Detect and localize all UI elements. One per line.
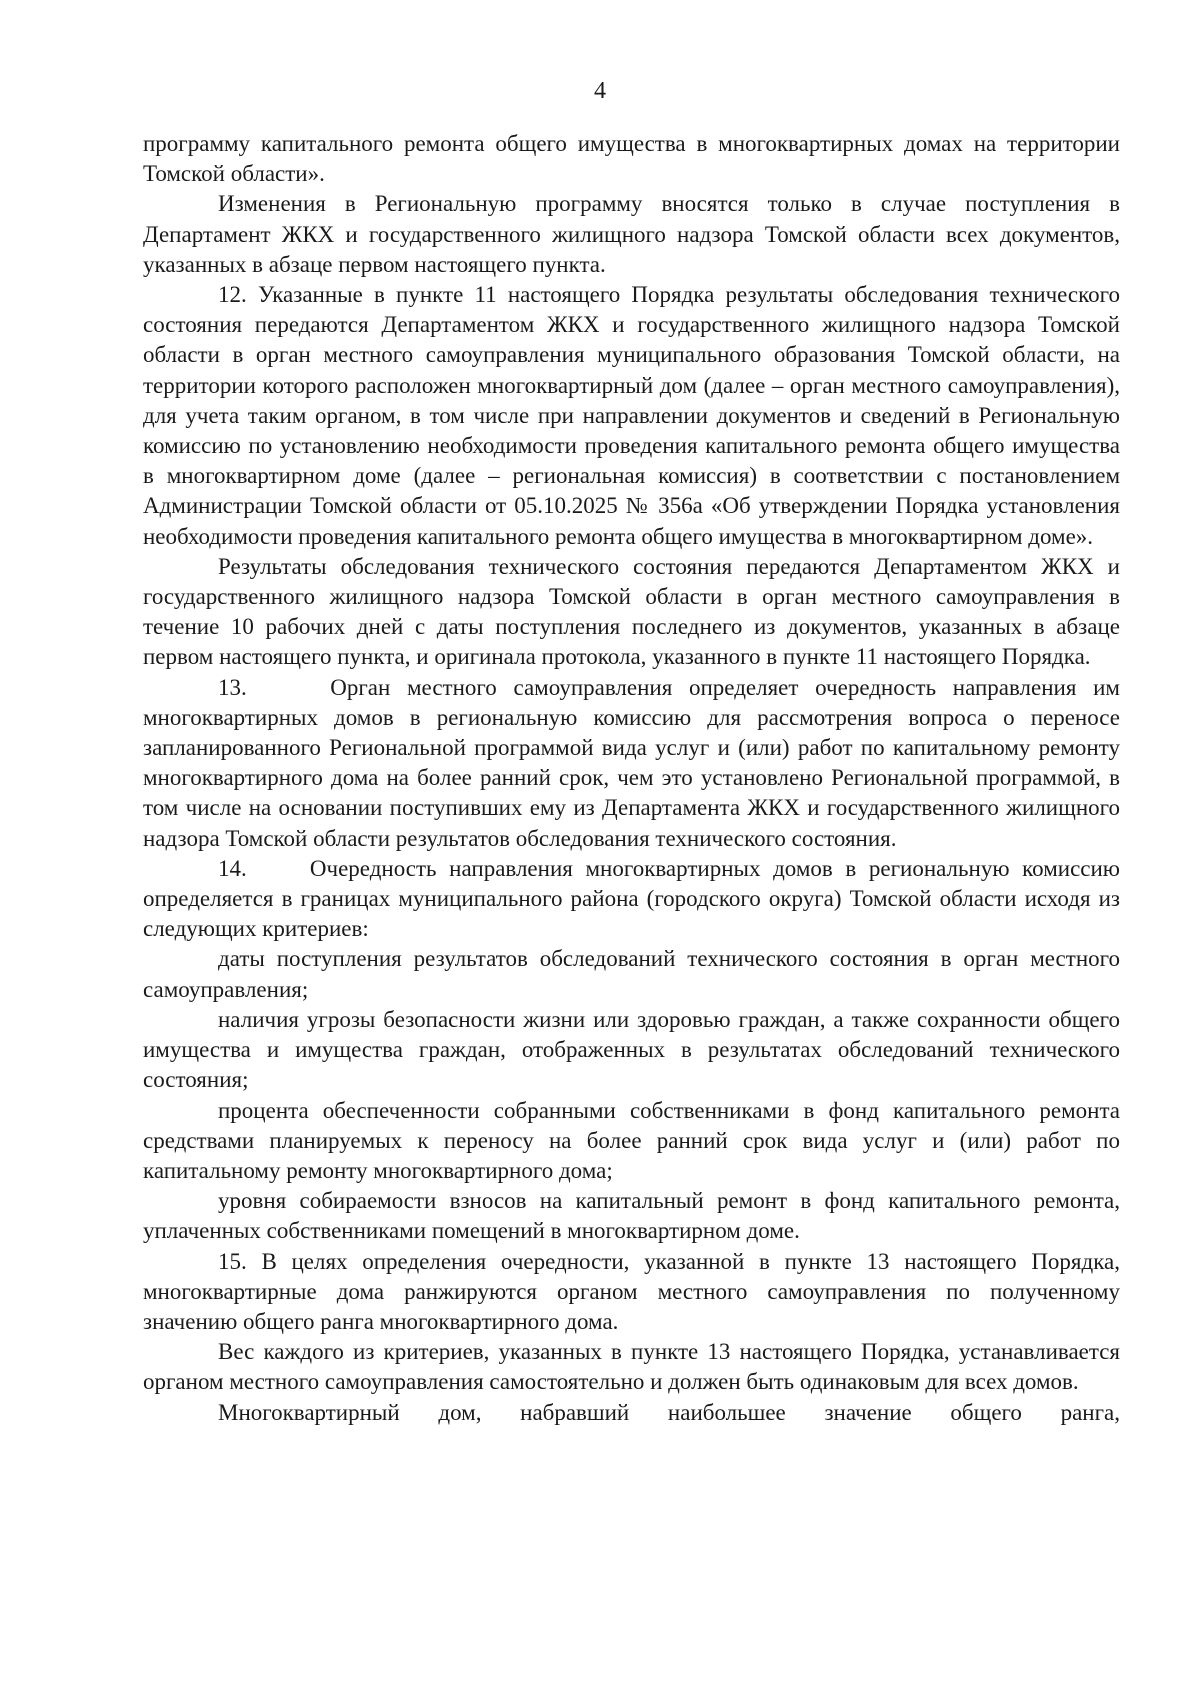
- paragraph-continuation: программу капитального ремонта общего имущества в многоквартирных домах на территории Томской области».: [143, 131, 1120, 187]
- criterion-date: даты поступления результатов обследований технического состояния в орган местного самоуправления;: [143, 946, 1120, 1002]
- paragraph-amendments: Изменения в Региональную программу вносятся только в случае поступления в Департамент ЖКХ и государственного жилищного надзора Томской области всех документов, указанных в абзаце первом настоящего пункта.: [143, 191, 1120, 277]
- criterion-collection-level: уровня собираемости взносов на капитальный ремонт в фонд капитального ремонта, уплаченных собственниками помещений в многоквартирном доме.: [143, 1188, 1120, 1244]
- paragraph-item-14: 14. Очередность направления многоквартирных домов в региональную комиссию определяется в границах муниципального района (городского округа) Томской области исходя из следующих критериев:: [143, 855, 1126, 942]
- paragraph-item-13: 13. Орган местного самоуправления определяет очередность направления им многоквартирных домов в региональную комиссию для рассмотрения вопроса о переносе запланированного Региональной программой вида услуг и (или) работ по капитальному ремонту многоквартирного дома на более ранний срок, чем это установлено Региональной программой, в том числе на основании поступивших ему из Департамента ЖКХ и государственного жилищного надзора Томской области результатов обследования технического состояния.: [143, 674, 1126, 851]
- criterion-funding-percent: процента обеспеченности собранными собственниками в фонд капитального ремонта средствами планируемых к переносу на более ранний срок вида услуг и (или) работ по капитальному ремонту многоквартирного дома;: [143, 1097, 1120, 1183]
- page-number: 4: [594, 78, 606, 104]
- paragraph-criteria-weight: Вес каждого из критериев, указанных в пункте 13 настоящего Порядка, устанавливается органом местного самоуправления самостоятельно и должен быть одинаковым для всех домов.: [143, 1339, 1120, 1395]
- document-body: [143, 129, 1126, 1428]
- paragraph-item-15: 15. В целях определения очередности, указанной в пункте 13 настоящего Порядка, многоквартирные дома ранжируются органом местного самоуправления по полученному значению общего ранга многоквартирного дома.: [143, 1248, 1120, 1334]
- paragraph-results-transfer: Результаты обследования технического состояния передаются Департаментом ЖКХ и государственного жилищного надзора Томской области в орган местного самоуправления в течение 10 рабочих дней с даты поступления последнего из документов, указанных в абзаце первом настоящего пункта, и оригинала протокола, указанного в пункте 11 настоящего Порядка.: [143, 553, 1120, 670]
- paragraph-item-12: 12. Указанные в пункте 11 настоящего Порядка результаты обследования технического состояния передаются Департаментом ЖКХ и государственного жилищного надзора Томской области в орган местного самоуправления муниципального образования Томской области, на территории которого расположен многоквартирный дом (далее – орган местного самоуправления), для учета таким органом, в том числе при направлении документов и сведений в Региональную комиссию по установлению необходимости проведения капитального ремонта общего имущества в многоквартирном доме (далее – региональная комиссия) в соответствии с постановлением Администрации Томской области от 05.10.2025 № 356а «Об утверждении Порядка установления необходимости проведения капитального ремонта общего имущества в многоквартирном доме».: [143, 282, 1120, 549]
- paragraph-highest-rank: Многоквартирный дом, набравший наибольшее значение общего ранга,: [218, 1399, 1120, 1425]
- criterion-threat: наличия угрозы безопасности жизни или здоровью граждан, а также сохранности общего имущества и имущества граждан, отображенных в результатах обследований технического состояния;: [143, 1006, 1120, 1093]
